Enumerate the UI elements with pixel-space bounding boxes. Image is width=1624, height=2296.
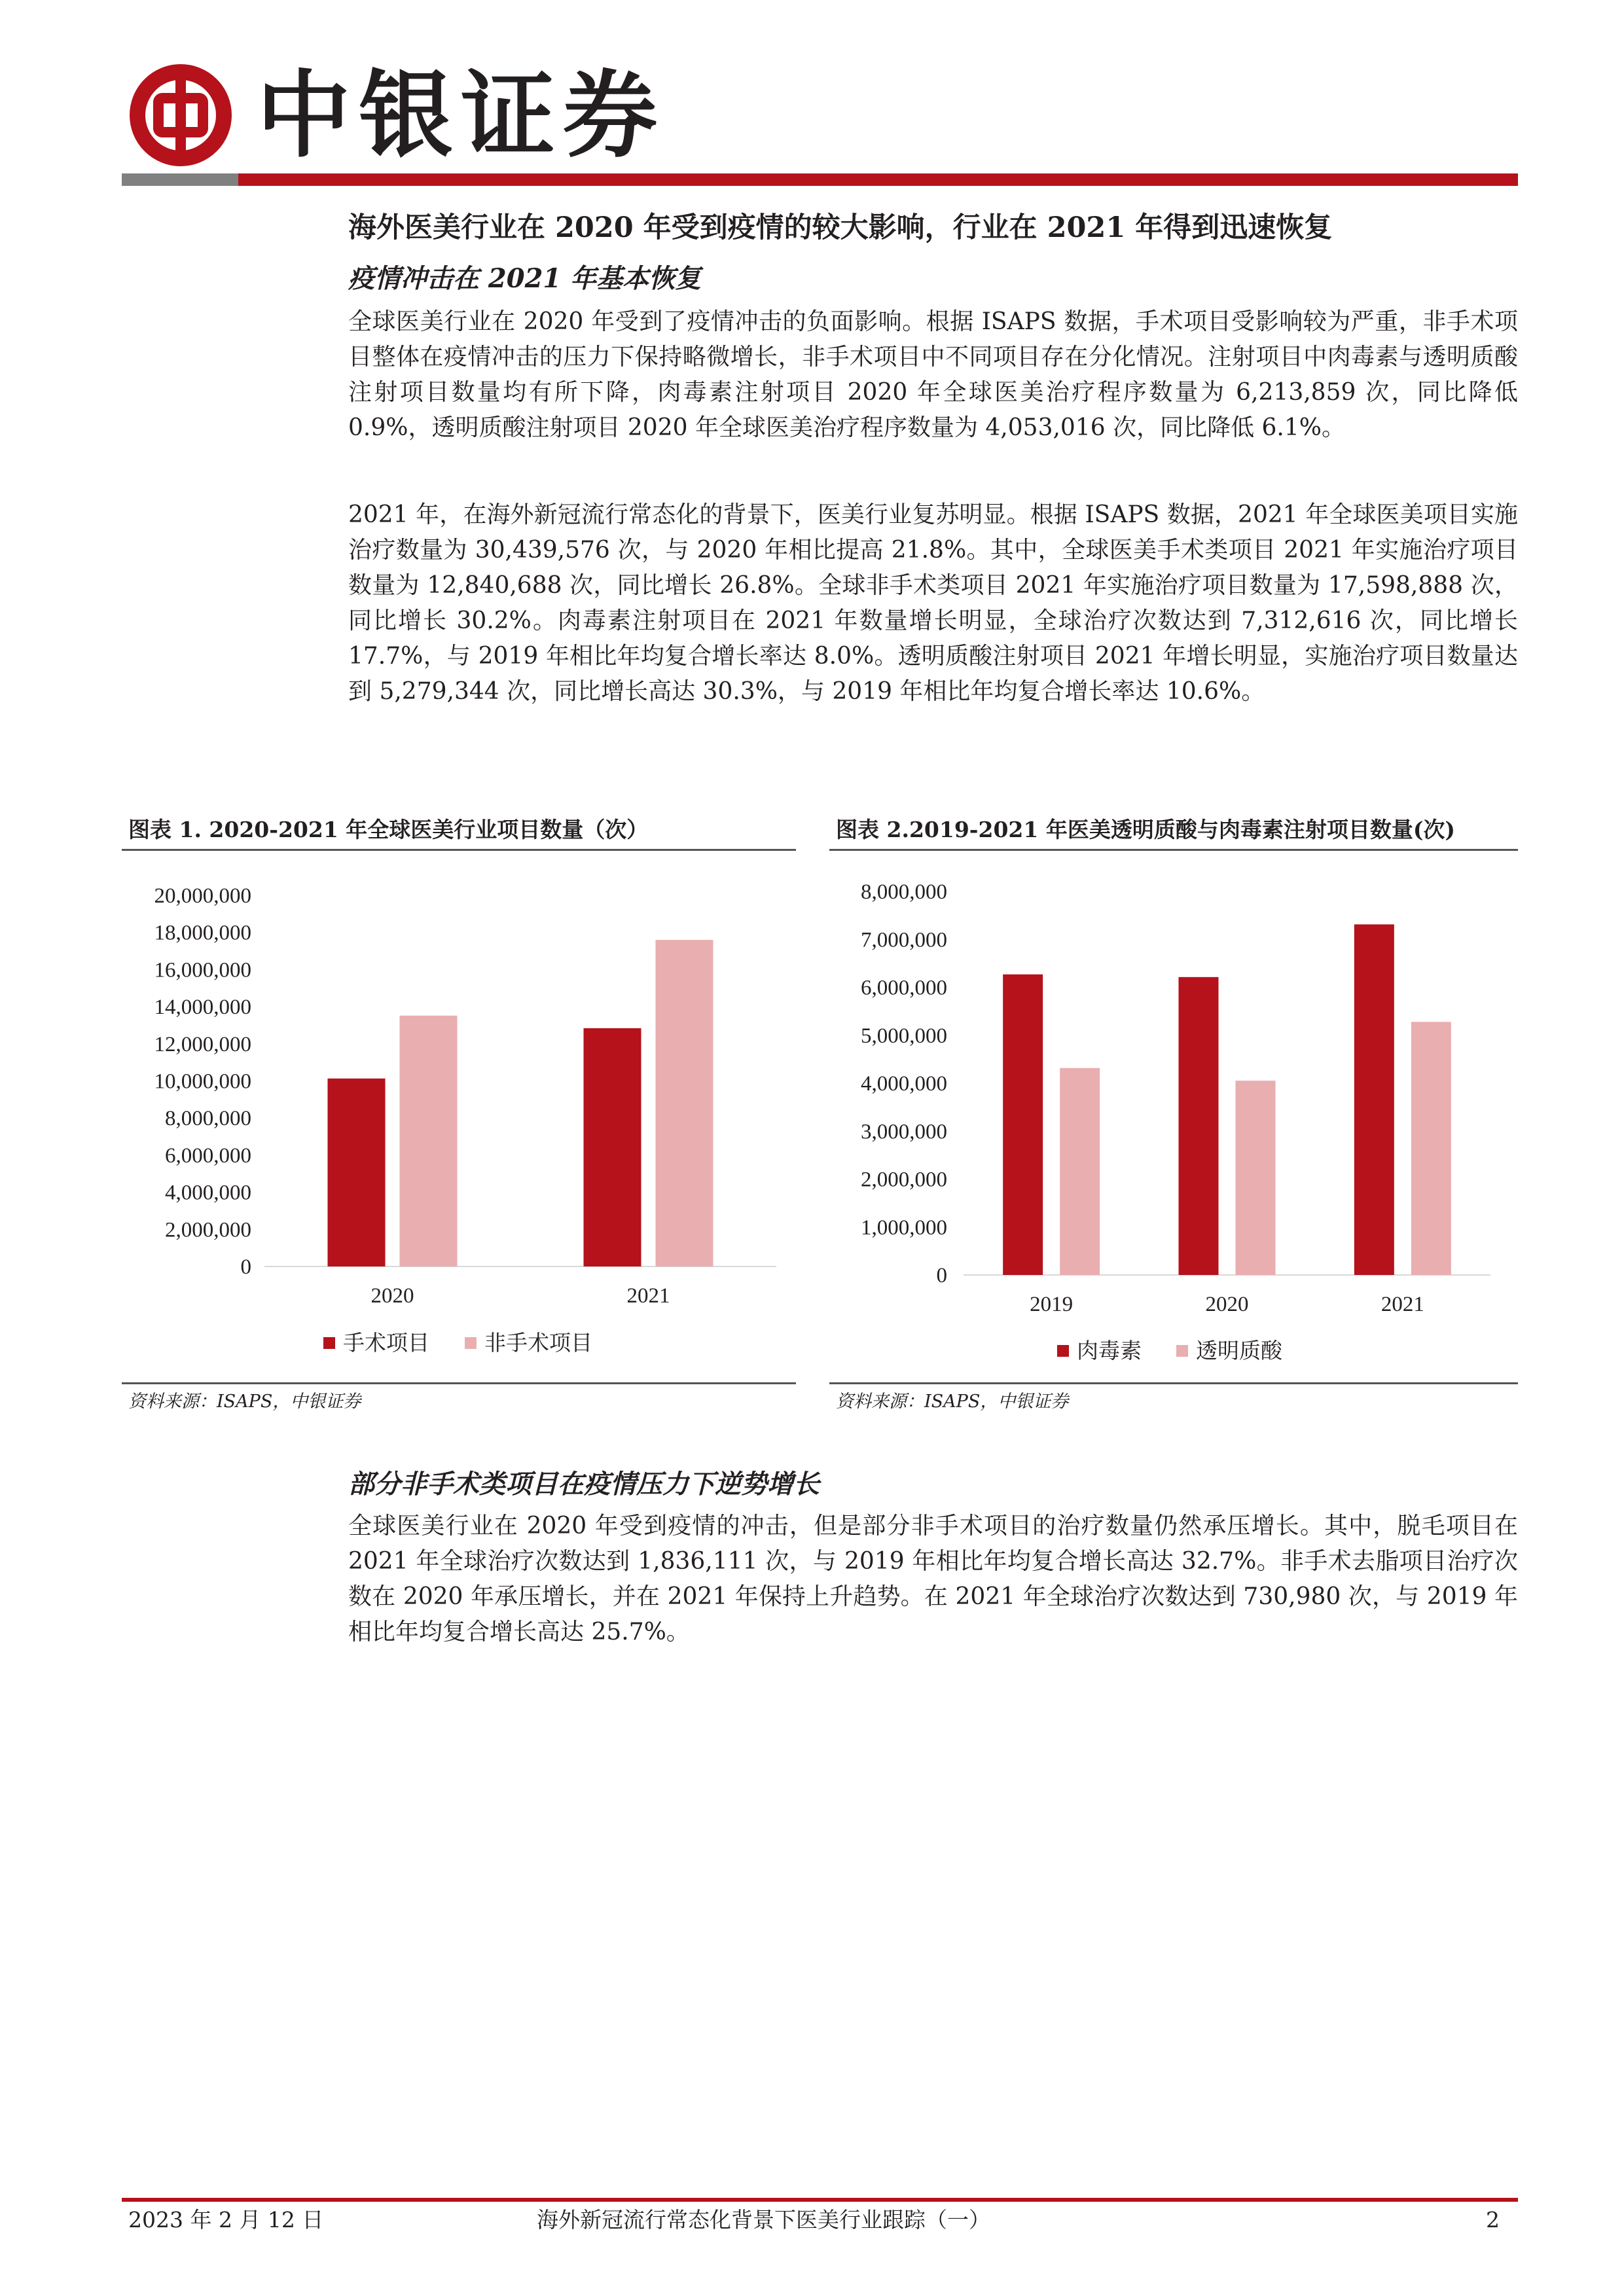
y-tick-label: 2,000,000 <box>861 1168 947 1192</box>
bar-肉毒素-2021 <box>1354 924 1394 1275</box>
y-tick-label: 16,000,000 <box>154 958 251 982</box>
bar-透明质酸-2019 <box>1060 1068 1100 1275</box>
y-tick-label: 2,000,000 <box>165 1218 251 1242</box>
chart-1-bottom-rule <box>122 1382 796 1384</box>
y-tick-label: 4,000,000 <box>861 1072 947 1096</box>
chart-2-title: 图表 2.2019-2021 年医美透明质酸与肉毒素注射项目数量(次) <box>836 817 1456 842</box>
y-tick-label: 12,000,000 <box>154 1032 251 1056</box>
legend-label-透明质酸: 透明质酸 <box>1196 1340 1282 1363</box>
chart-1-title: 图表 1. 2020-2021 年全球医美行业项目数量（次） <box>128 817 649 842</box>
y-tick-label: 10,000,000 <box>154 1069 251 1094</box>
footer-doc-title: 海外新冠流行常态化背景下医美行业跟踪（一） <box>537 2207 990 2233</box>
y-tick-label: 4,000,000 <box>165 1181 251 1205</box>
bar-透明质酸-2021 <box>1411 1022 1451 1275</box>
x-tick-label: 2021 <box>1380 1293 1424 1316</box>
bar-手术项目-2020 <box>328 1079 386 1266</box>
legend-label-非手术项目: 非手术项目 <box>484 1332 592 1355</box>
x-tick-label: 2020 <box>1205 1293 1249 1316</box>
legend-label-肉毒素: 肉毒素 <box>1077 1340 1142 1363</box>
y-tick-label: 6,000,000 <box>165 1143 251 1168</box>
footer-page-number: 2 <box>1486 2207 1500 2233</box>
legend-swatch-手术项目 <box>323 1337 335 1349</box>
footer-date: 2023 年 2 月 12 日 <box>128 2207 324 2233</box>
y-tick-label: 0 <box>240 1255 251 1279</box>
bank-of-china-logo-icon <box>128 63 233 168</box>
paragraph-1: 全球医美行业在 2020 年受到了疫情冲击的负面影响。根据 ISAPS 数据，手术项目受影响较为严重，非手术项目整体在疫情冲击的压力下保持略微增长，非手术项目中不同项目存在分化情况。注射项目中肉毒素与透明质酸注射项目数量均有所下降，肉毒素注射项目 2020 年全球医美治疗程序数量为 6,213,859 次，同比降低 0.9%，透明质酸注射项目 2020 年全球医美治疗程序数量为 4,053,016 次，同比降低 6.1%。 <box>348 308 1518 441</box>
x-tick-label: 2020 <box>370 1284 414 1308</box>
x-tick-label: 2019 <box>1030 1293 1074 1316</box>
subsection-title-growth: 部分非手术类项目在疫情压力下逆势增长 <box>348 1469 820 1499</box>
y-tick-label: 1,000,000 <box>861 1215 947 1240</box>
paragraph-3: 全球医美行业在 2020 年受到疫情的冲击，但是部分非手术项目的治疗数量仍然承压增长。其中，脱毛项目在 2021 年全球治疗次数达到 1,836,111 次，与 2019 年相比年均复合增长高达 32.7%。非手术去脂项目治疗次数在 2020 年承压增长，并在 2021 年保持上升趋势。在 2021 年全球治疗次数达到 730,980 次，与 2019 年相比年均复合增长高达 25.7%。 <box>348 1513 1518 1645</box>
legend-label-手术项目: 手术项目 <box>343 1332 429 1355</box>
subsection-title-recovery: 疫情冲击在 2021 年基本恢复 <box>348 263 702 294</box>
chart-2-top-rule <box>829 849 1518 851</box>
chart-1-source: 资料来源：ISAPS，中银证券 <box>128 1391 361 1412</box>
legend-swatch-非手术项目 <box>465 1337 477 1349</box>
header-rule-red <box>238 173 1518 186</box>
chart-2-source: 资料来源：ISAPS，中银证券 <box>836 1391 1069 1412</box>
y-tick-label: 6,000,000 <box>861 976 947 1000</box>
y-tick-label: 20,000,000 <box>154 884 251 908</box>
footer-rule <box>122 2198 1518 2202</box>
y-tick-label: 3,000,000 <box>861 1120 947 1144</box>
bar-非手术项目-2020 <box>400 1016 458 1266</box>
brand-name: 中银证券 <box>257 60 666 170</box>
x-tick-label: 2021 <box>626 1284 670 1308</box>
bar-肉毒素-2020 <box>1179 977 1219 1275</box>
chart-2-bottom-rule <box>829 1382 1518 1384</box>
bar-透明质酸-2020 <box>1236 1081 1276 1275</box>
chart-2 <box>829 854 1518 1378</box>
y-tick-label: 18,000,000 <box>154 921 251 945</box>
y-tick-label: 0 <box>936 1264 947 1287</box>
chart-1-top-rule <box>122 849 796 851</box>
y-tick-label: 8,000,000 <box>861 880 947 904</box>
header-rule-grey <box>122 173 238 186</box>
chart-1 <box>122 854 796 1378</box>
section-title: 海外医美行业在 2020 年受到疫情的较大影响，行业在 2021 年得到迅速恢复 <box>348 211 1333 244</box>
y-tick-label: 8,000,000 <box>165 1107 251 1131</box>
y-tick-label: 14,000,000 <box>154 996 251 1020</box>
legend-swatch-肉毒素 <box>1057 1345 1069 1357</box>
legend-swatch-透明质酸 <box>1176 1345 1188 1357</box>
y-tick-label: 7,000,000 <box>861 928 947 952</box>
y-tick-label: 5,000,000 <box>861 1024 947 1048</box>
bar-肉毒素-2019 <box>1003 975 1043 1275</box>
bar-非手术项目-2021 <box>656 940 713 1266</box>
paragraph-2: 2021 年，在海外新冠流行常态化的背景下，医美行业复苏明显。根据 ISAPS 数据，2021 年全球医美项目实施治疗数量为 30,439,576 次，与 2020 年相比提高 21.8%。其中，全球医美手术类项目 2021 年实施治疗项目数量为 12,840,688 次，同比增长 26.8%。全球非手术类项目 2021 年实施治疗项目数量为 17,598,888 次，同比增长 30.2%。肉毒素注射项目在 2021 年数量增长明显，全球治疗次数达到 7,312,616 次，同比增长 17.7%，与 2019 年相比年均复合增长率达 8.0%。透明质酸注射项目 2021 年增长明显，实施治疗项目数量达到 5,279,344 次，同比增长高达 30.3%，与 2019 年相比年均复合增长率达 10.6%。 <box>348 501 1518 705</box>
bar-手术项目-2021 <box>584 1028 641 1266</box>
